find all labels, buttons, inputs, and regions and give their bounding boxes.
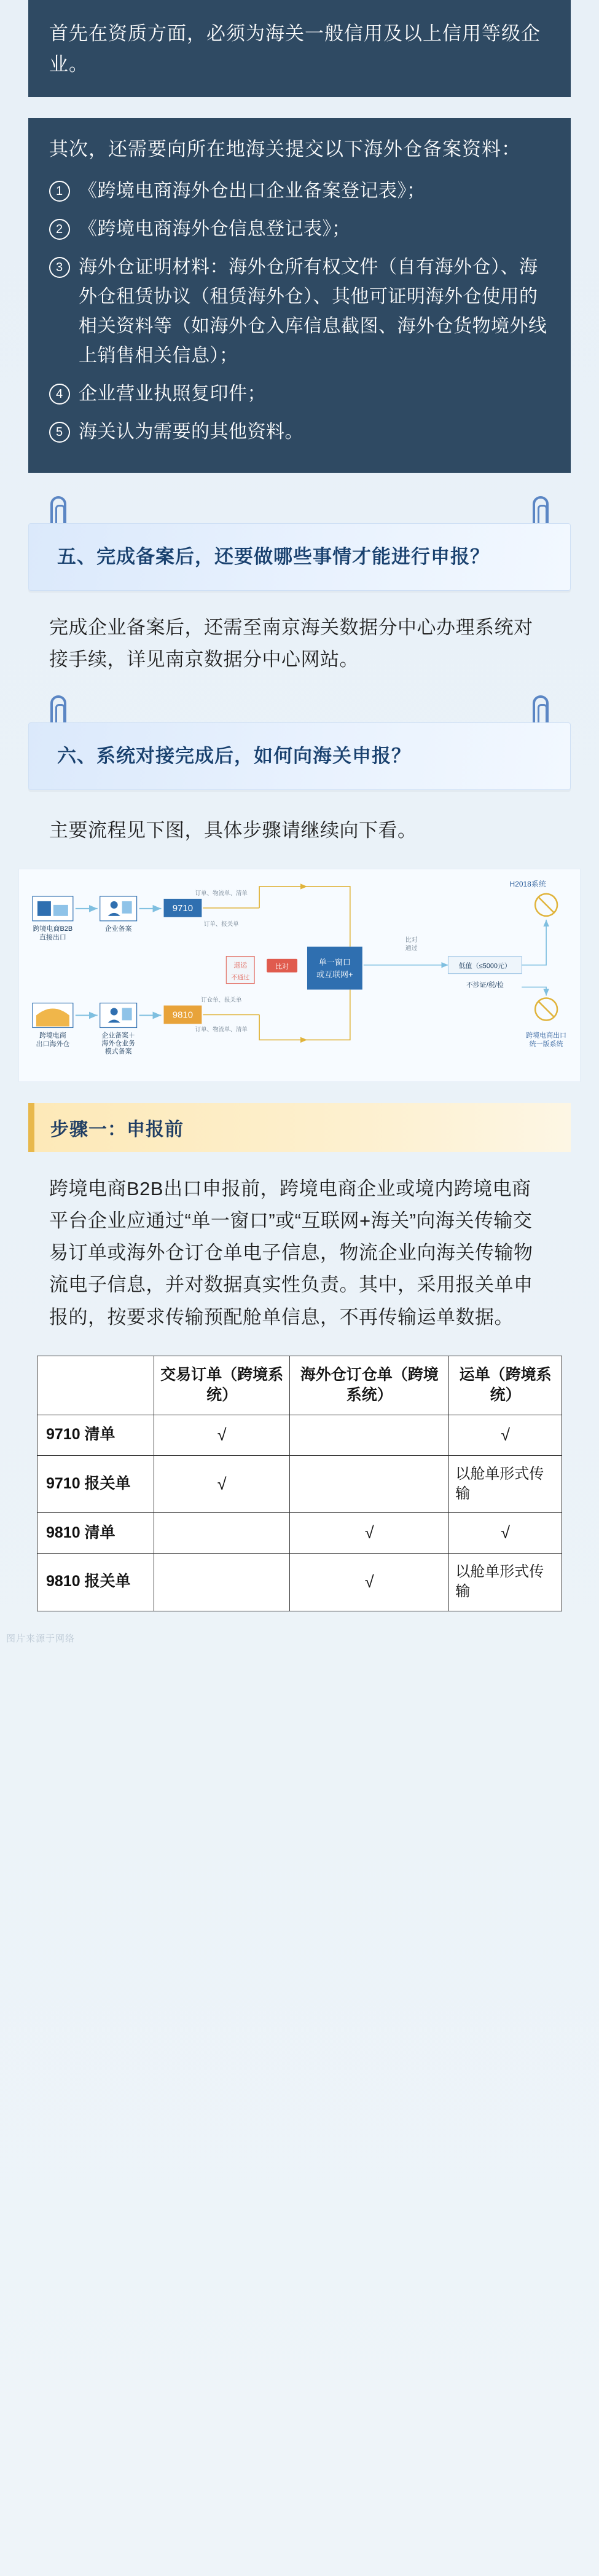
code-9810-label: 9810 — [172, 1009, 194, 1021]
declaration-table — [37, 1356, 562, 1611]
watermark: 图片来源于网络 — [6, 1633, 76, 1644]
list-text-2: 《跨境电商海外仓信息登记表》； — [79, 218, 351, 239]
filing-label-2a: 企业备案＋ — [101, 1032, 136, 1040]
row-1-cell-2: 以舱单形式传输 — [449, 1455, 562, 1513]
list-text-5: 海关认为需要的其他资料。 — [79, 421, 303, 442]
list-number-4: 4 — [49, 384, 70, 405]
order-decl-label-1: 订单、报关单 — [203, 920, 239, 928]
filing-label-1: 企业备案 — [104, 925, 132, 933]
filing-label-2b: 海外仓业务 — [101, 1040, 136, 1048]
row-label-3: 9810 报关单 — [37, 1553, 154, 1611]
compare-pass-label-2: 通过 — [405, 945, 418, 952]
row-2-cell-0 — [154, 1513, 290, 1553]
table-row — [37, 1455, 562, 1513]
section6-heading-card — [28, 722, 571, 790]
list-text-4: 企业营业执照复印件； — [79, 383, 266, 404]
list-item — [49, 215, 550, 244]
materials-lead: 其次，还需要向所在地海关提交以下海外仓备案资料： — [49, 138, 521, 160]
spacer — [0, 1611, 599, 1624]
overseas-warehouse-label-2: 出口海外仓 — [36, 1040, 70, 1048]
table-row — [37, 1513, 562, 1553]
list-text-1: 《跨境电商海外仓出口企业备案登记表》； — [79, 180, 426, 201]
row-0-cell-2: √ — [449, 1415, 562, 1455]
section-gap — [0, 473, 599, 507]
table-row — [37, 1553, 562, 1611]
section6-body: 主要流程见下图，具体步骤请继续向下看。 — [49, 819, 417, 841]
section5-heading-wrap — [28, 507, 571, 591]
table-header-row — [37, 1356, 562, 1415]
row-0-cell-0: √ — [154, 1415, 290, 1455]
table-header-1: 交易订单（跨境系统） — [154, 1356, 290, 1415]
row-1-cell-1 — [290, 1455, 449, 1513]
list-number-2: 2 — [49, 219, 70, 240]
section6-heading-wrap — [28, 706, 571, 790]
inspect-icon-bottom — [535, 998, 557, 1021]
b2b-export-label-1: 跨境电商B2B — [33, 925, 73, 933]
low-value-label: 低值（≤5000元） — [458, 962, 511, 970]
compare-label: 比对 — [275, 963, 289, 971]
section5-heading-card — [28, 523, 571, 591]
declaration-table-wrap — [37, 1356, 562, 1611]
intro-text: 首先在资质方面，必须为海关一般信用及以上信用等级企业。 — [49, 23, 541, 76]
cross-border-system-label-2: 统一版系统 — [529, 1040, 563, 1048]
row-label-0: 9710 清单 — [37, 1415, 154, 1455]
inspect-icon-top — [535, 894, 557, 916]
overseas-warehouse-label-1: 跨境电商 — [39, 1032, 66, 1040]
warehouse-decl-label: 订仓单、报关单 — [201, 997, 242, 1004]
compare-fail-label: 不通过 — [231, 974, 250, 982]
code-9710-label: 9710 — [172, 903, 194, 914]
list-number-3: 3 — [49, 257, 70, 278]
flow-diagram — [18, 869, 581, 1082]
row-2-cell-1: √ — [290, 1513, 449, 1553]
list-item — [49, 417, 550, 447]
materials-block — [28, 118, 571, 472]
step1-banner: 步骤一：申报前 — [28, 1103, 571, 1152]
list-number-1: 1 — [49, 181, 70, 202]
table-row — [37, 1415, 562, 1455]
diagram-h2018-label: H2018系统 — [509, 879, 546, 888]
row-3-cell-0 — [154, 1553, 290, 1611]
block-gap — [0, 97, 599, 118]
section6-title: 六、系统对接完成后，如何向海关申报？ — [57, 745, 411, 767]
single-window-box — [307, 947, 362, 990]
list-item — [49, 379, 550, 409]
section5-body: 完成企业备案后，还需至南京海关数据分中心办理系统对接手续，详见南京数据分中心网站。 — [49, 616, 533, 670]
b2b-export-label-2: 直接出口 — [39, 933, 66, 941]
row-2-cell-2: √ — [449, 1513, 562, 1553]
list-text-3: 海外仓证明材料：海外仓所有权文件（自有海外仓）、海外仓租赁协议（租赁海外仓）、其他可证明海外仓使用的相关资料等（如海外仓入库信息截图、海外仓货物境外线上销售相关信息）； — [79, 256, 547, 366]
flow-diagram-svg — [19, 873, 580, 1075]
row-1-cell-0: √ — [154, 1455, 290, 1513]
list-item — [49, 176, 550, 206]
row-3-cell-2: 以舱单形式传输 — [449, 1553, 562, 1611]
list-number-5: 5 — [49, 422, 70, 443]
cross-border-system-label-1: 跨境电商出口 — [526, 1032, 567, 1040]
table-header-3: 运单（跨境系统） — [449, 1356, 562, 1415]
list-item — [49, 253, 550, 371]
row-3-cell-1: √ — [290, 1553, 449, 1611]
single-window-label-2: 或互联网+ — [316, 970, 353, 979]
step1-body: 跨境电商B2B出口申报前，跨境电商企业或境内跨境电商平台企业应通过“单一窗口”或“互联网+海关”向海关传输交易订单或海外仓订仓单电子信息，物流企业向海关传输物流电子信息，并对数据真实性负责。其中，采用报关单申报的，按要求传输预配舱单信息，不再传输运单数据。 — [49, 1178, 533, 1328]
compare-pass-label-1: 比对 — [405, 936, 418, 944]
return-label: 退运 — [233, 962, 248, 970]
row-0-cell-1 — [290, 1415, 449, 1455]
section5-title: 五、完成备案后，还要做哪些事情才能进行申报？ — [57, 545, 490, 567]
materials-list — [49, 176, 550, 447]
no-license-tax-label: 不涉证/税/检 — [466, 981, 504, 989]
order-logistics-label-1: 订单、物流单、清单 — [195, 890, 248, 897]
intro-block — [28, 0, 571, 97]
single-window-label-1: 单一窗口 — [318, 957, 351, 967]
table-header-0 — [37, 1356, 154, 1415]
table-header-2: 海外仓订仓单（跨境系统） — [290, 1356, 449, 1415]
order-logistics-label-2: 订单、物流单、清单 — [195, 1026, 248, 1033]
spacer — [0, 682, 599, 706]
filing-label-2c: 模式备案 — [104, 1048, 132, 1056]
row-label-2: 9810 清单 — [37, 1513, 154, 1553]
row-label-1: 9710 报关单 — [37, 1455, 154, 1513]
